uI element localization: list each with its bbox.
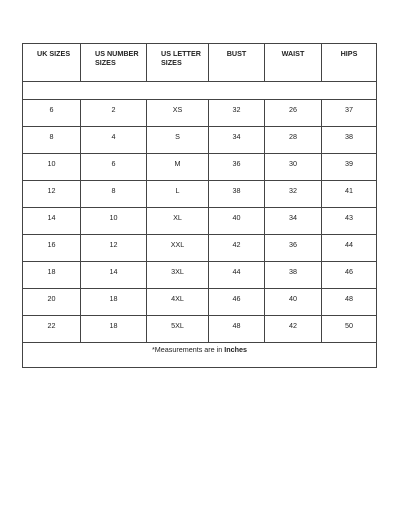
table-cell: 2	[81, 100, 147, 127]
footnote-unit: Inches	[224, 345, 248, 354]
table-row	[23, 208, 377, 235]
table-row	[23, 154, 377, 181]
table-cell: 32	[209, 100, 265, 127]
table-cell: 4	[81, 127, 147, 154]
table-cell: 36	[265, 235, 322, 262]
table-cell: 41	[322, 181, 377, 208]
table-cell: 26	[265, 100, 322, 127]
footnote-row	[23, 343, 377, 368]
size-chart-table	[22, 43, 377, 368]
table-cell: 46	[322, 262, 377, 289]
table-row	[23, 127, 377, 154]
table-cell: 14	[81, 262, 147, 289]
table-cell: 6	[23, 100, 81, 127]
header-us-letter-sizes: US LETTER SIZES	[147, 44, 209, 82]
header-us-number-sizes: US NUMBER SIZES	[81, 44, 147, 82]
table-cell: XS	[147, 100, 209, 127]
table-cell: XXL	[147, 235, 209, 262]
table-row	[23, 262, 377, 289]
table-cell: 22	[23, 316, 81, 343]
table-cell: 40	[265, 289, 322, 316]
header-row	[23, 44, 377, 82]
table-cell: 30	[265, 154, 322, 181]
table-row	[23, 181, 377, 208]
table-cell: 18	[81, 289, 147, 316]
table-cell: 6	[81, 154, 147, 181]
table-cell: 42	[209, 235, 265, 262]
table-cell: 16	[23, 235, 81, 262]
table-cell: 34	[209, 127, 265, 154]
table-cell: 10	[23, 154, 81, 181]
footnote-prefix: *Measurements are in	[151, 345, 225, 354]
header-hips: HIPS	[322, 44, 377, 82]
table-cell: 20	[23, 289, 81, 316]
header-waist: WAIST	[265, 44, 322, 82]
table-cell: 38	[265, 262, 322, 289]
table-cell: 48	[209, 316, 265, 343]
table-cell: 34	[265, 208, 322, 235]
table-cell: 44	[322, 235, 377, 262]
table-cell: 12	[23, 181, 81, 208]
footnote	[23, 343, 377, 368]
table-row	[23, 316, 377, 343]
table-row	[23, 289, 377, 316]
table-cell: 50	[322, 316, 377, 343]
table-cell: 36	[209, 154, 265, 181]
table-cell: 18	[81, 316, 147, 343]
table-cell: 44	[209, 262, 265, 289]
table-cell: 40	[209, 208, 265, 235]
table-row	[23, 235, 377, 262]
table-cell: 32	[265, 181, 322, 208]
table-row	[23, 100, 377, 127]
table-cell: 48	[322, 289, 377, 316]
table-cell: 28	[265, 127, 322, 154]
header-uk-sizes: UK SIZES	[23, 44, 81, 82]
header-bust: BUST	[209, 44, 265, 82]
table-cell: 5XL	[147, 316, 209, 343]
table-cell: 46	[209, 289, 265, 316]
table-cell: 38	[322, 127, 377, 154]
table-cell: 4XL	[147, 289, 209, 316]
table-cell: 10	[81, 208, 147, 235]
table-cell: M	[147, 154, 209, 181]
table-cell: 37	[322, 100, 377, 127]
table-cell: 8	[23, 127, 81, 154]
table-cell: XL	[147, 208, 209, 235]
table-cell: 12	[81, 235, 147, 262]
table-cell: 18	[23, 262, 81, 289]
table-cell: 14	[23, 208, 81, 235]
table-cell: S	[147, 127, 209, 154]
table-cell: 8	[81, 181, 147, 208]
table-cell: 43	[322, 208, 377, 235]
spacer-row	[23, 82, 377, 100]
table-cell: 42	[265, 316, 322, 343]
table-cell: 39	[322, 154, 377, 181]
table-cell: 3XL	[147, 262, 209, 289]
table-cell: 38	[209, 181, 265, 208]
table-cell: L	[147, 181, 209, 208]
